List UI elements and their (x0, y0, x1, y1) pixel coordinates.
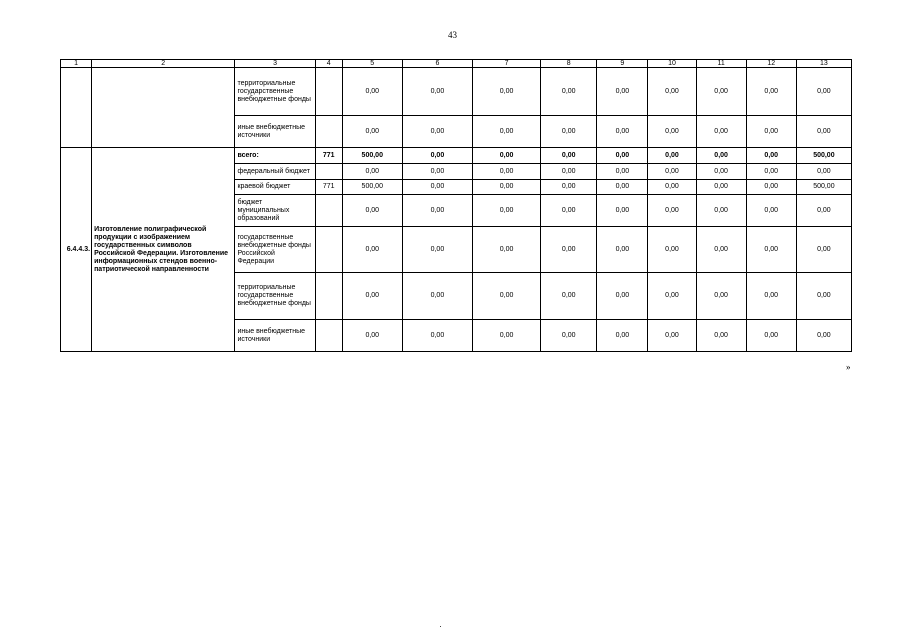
page-speck (440, 626, 441, 627)
column-number: 10 (648, 60, 696, 68)
amount-cell: 0,00 (541, 180, 597, 195)
amount-cell: 0,00 (473, 116, 541, 148)
amount-cell: 0,00 (796, 273, 851, 320)
column-number: 3 (235, 60, 315, 68)
column-number: 9 (597, 60, 648, 68)
budget-code (315, 116, 342, 148)
table-row (61, 68, 852, 116)
budget-table (60, 59, 852, 352)
amount-cell: 500,00 (796, 148, 851, 164)
amount-cell: 0,00 (746, 320, 796, 352)
column-number: 4 (315, 60, 342, 68)
amount-cell: 0,00 (597, 148, 648, 164)
amount-cell: 0,00 (342, 116, 402, 148)
amount-cell: 0,00 (342, 164, 402, 180)
amount-cell: 0,00 (402, 116, 472, 148)
amount-cell: 0,00 (796, 116, 851, 148)
amount-cell: 0,00 (696, 227, 746, 273)
amount-cell: 0,00 (597, 180, 648, 195)
amount-cell: 0,00 (473, 180, 541, 195)
amount-cell: 0,00 (541, 227, 597, 273)
amount-cell: 0,00 (648, 320, 696, 352)
amount-cell: 0,00 (342, 273, 402, 320)
column-number: 8 (541, 60, 597, 68)
budget-code (315, 164, 342, 180)
amount-cell: 0,00 (696, 273, 746, 320)
budget-code (315, 273, 342, 320)
funding-source: территориальные государственные внебюджетные фонды (235, 68, 315, 116)
amount-cell: 0,00 (473, 148, 541, 164)
budget-code (315, 195, 342, 227)
amount-cell: 0,00 (796, 320, 851, 352)
amount-cell: 0,00 (402, 273, 472, 320)
header-row (61, 60, 852, 68)
amount-cell: 0,00 (541, 273, 597, 320)
amount-cell: 0,00 (597, 273, 648, 320)
amount-cell: 0,00 (541, 68, 597, 116)
page-number: 43 (448, 30, 457, 40)
amount-cell: 0,00 (696, 180, 746, 195)
amount-cell: 0,00 (696, 320, 746, 352)
section-code: 6.4.4.3. (61, 148, 92, 352)
amount-cell: 0,00 (402, 148, 472, 164)
amount-cell: 0,00 (696, 68, 746, 116)
amount-cell: 0,00 (746, 164, 796, 180)
funding-source: всего: (235, 148, 315, 164)
column-number: 6 (402, 60, 472, 68)
budget-code (315, 320, 342, 352)
amount-cell: 0,00 (648, 273, 696, 320)
funding-source: государственные внебюджетные фонды Российской Федерации (235, 227, 315, 273)
column-number: 2 (92, 60, 235, 68)
amount-cell: 0,00 (696, 195, 746, 227)
amount-cell: 0,00 (746, 180, 796, 195)
amount-cell: 0,00 (648, 195, 696, 227)
closing-quote: » (846, 362, 851, 372)
amount-cell: 0,00 (746, 273, 796, 320)
amount-cell: 0,00 (541, 320, 597, 352)
amount-cell: 0,00 (473, 273, 541, 320)
amount-cell: 0,00 (796, 227, 851, 273)
amount-cell: 0,00 (402, 68, 472, 116)
amount-cell: 0,00 (746, 148, 796, 164)
amount-cell: 500,00 (796, 180, 851, 195)
amount-cell: 0,00 (541, 164, 597, 180)
amount-cell: 0,00 (597, 320, 648, 352)
amount-cell: 0,00 (597, 227, 648, 273)
row-number-cell (61, 68, 92, 148)
amount-cell: 0,00 (597, 195, 648, 227)
budget-table-body (61, 60, 852, 352)
budget-code: 771 (315, 148, 342, 164)
funding-source: бюджет муниципальных образований (235, 195, 315, 227)
amount-cell: 0,00 (402, 195, 472, 227)
funding-source: иные внебюджетные источники (235, 116, 315, 148)
amount-cell: 0,00 (746, 227, 796, 273)
amount-cell: 0,00 (541, 116, 597, 148)
amount-cell: 0,00 (473, 164, 541, 180)
amount-cell: 0,00 (648, 148, 696, 164)
funding-source: федеральный бюджет (235, 164, 315, 180)
amount-cell: 0,00 (342, 68, 402, 116)
funding-source: территориальные государственные внебюджетные фонды (235, 273, 315, 320)
amount-cell: 0,00 (796, 195, 851, 227)
amount-cell: 0,00 (796, 68, 851, 116)
amount-cell: 0,00 (541, 148, 597, 164)
amount-cell: 0,00 (648, 116, 696, 148)
column-number: 11 (696, 60, 746, 68)
amount-cell: 500,00 (342, 148, 402, 164)
column-number: 12 (746, 60, 796, 68)
amount-cell: 0,00 (648, 68, 696, 116)
amount-cell: 0,00 (696, 116, 746, 148)
budget-code: 771 (315, 180, 342, 195)
amount-cell: 500,00 (342, 180, 402, 195)
amount-cell: 0,00 (473, 227, 541, 273)
amount-cell: 0,00 (402, 164, 472, 180)
amount-cell: 0,00 (597, 164, 648, 180)
amount-cell: 0,00 (648, 227, 696, 273)
amount-cell: 0,00 (342, 195, 402, 227)
budget-code (315, 227, 342, 273)
column-number: 13 (796, 60, 851, 68)
amount-cell: 0,00 (473, 195, 541, 227)
column-number: 7 (473, 60, 541, 68)
amount-cell: 0,00 (746, 68, 796, 116)
row-description-cell (92, 68, 235, 148)
amount-cell: 0,00 (746, 195, 796, 227)
amount-cell: 0,00 (473, 68, 541, 116)
amount-cell: 0,00 (696, 164, 746, 180)
budget-code (315, 68, 342, 116)
amount-cell: 0,00 (648, 164, 696, 180)
table-row (61, 148, 852, 164)
amount-cell: 0,00 (746, 116, 796, 148)
amount-cell: 0,00 (597, 116, 648, 148)
amount-cell: 0,00 (473, 320, 541, 352)
amount-cell: 0,00 (541, 195, 597, 227)
column-number: 1 (61, 60, 92, 68)
funding-source: краевой бюджет (235, 180, 315, 195)
amount-cell: 0,00 (597, 68, 648, 116)
amount-cell: 0,00 (796, 164, 851, 180)
amount-cell: 0,00 (696, 148, 746, 164)
amount-cell: 0,00 (402, 320, 472, 352)
section-description: Изготовление полиграфической продукции с изображением государственных символов Российской Федерации. Изготовление информационных стендов военно-патриотической направленности (92, 148, 235, 352)
amount-cell: 0,00 (402, 180, 472, 195)
amount-cell: 0,00 (342, 227, 402, 273)
funding-source: иные внебюджетные источники (235, 320, 315, 352)
column-number: 5 (342, 60, 402, 68)
amount-cell: 0,00 (342, 320, 402, 352)
amount-cell: 0,00 (402, 227, 472, 273)
amount-cell: 0,00 (648, 180, 696, 195)
